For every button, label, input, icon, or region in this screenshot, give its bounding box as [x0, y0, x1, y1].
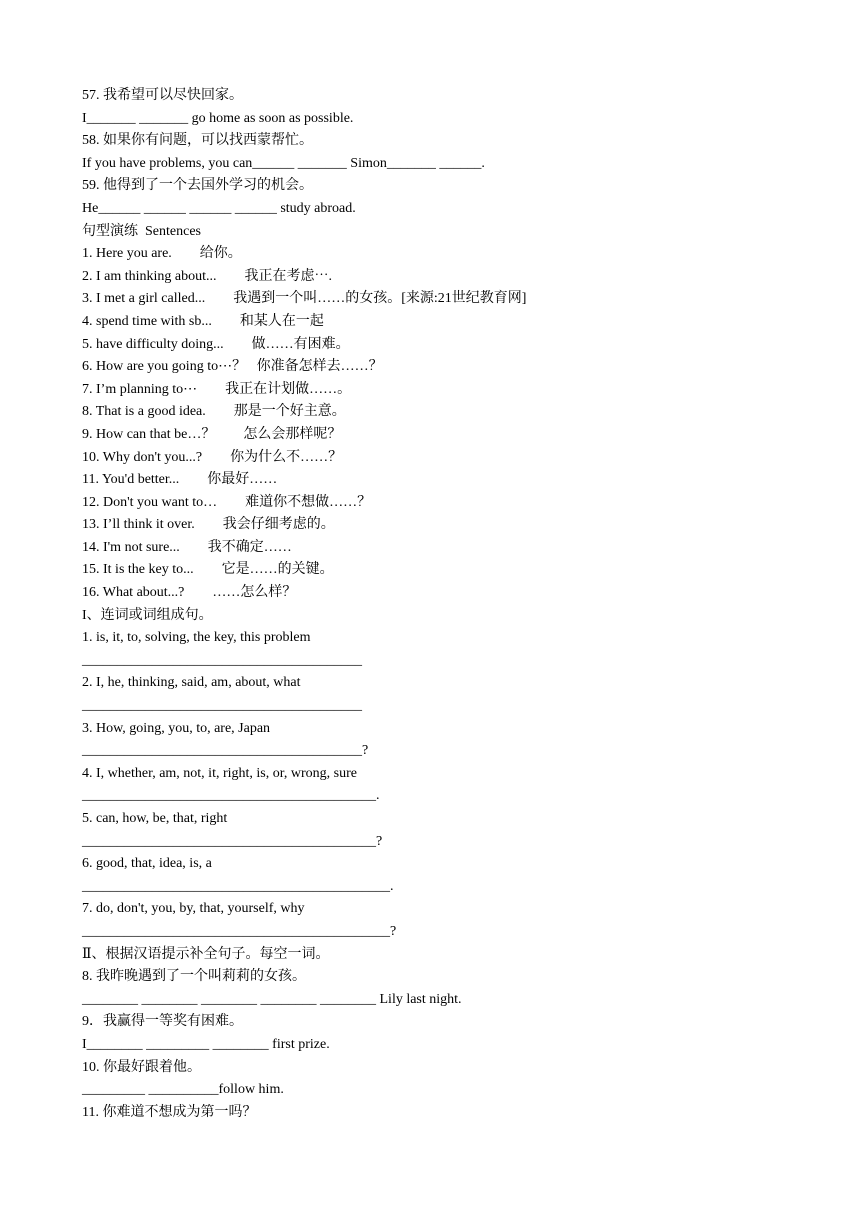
- completion-9-answer-line: I________ _________ ________ first prize.: [82, 1036, 330, 1052]
- exercise-58-prompt: 58. 如果你有问题，可以找西蒙帮忙。: [82, 133, 313, 149]
- scramble-3-answer-line: ________________________________________?: [82, 743, 369, 759]
- sentence-pattern-9: 9. How can that be…？ 怎么会那样呢？: [82, 426, 342, 442]
- scramble-6-words: 6. good, that, idea, is, a: [82, 856, 212, 872]
- scramble-6-answer-line: ____________________________________________.: [82, 878, 394, 894]
- sentence-pattern-12: 12. Don't you want to… 难道你不想做……？: [82, 494, 372, 510]
- completion-9-prompt: 9．我赢得一等奖有困难。: [82, 1014, 243, 1030]
- scramble-2-answer-line: ________________________________________: [82, 698, 362, 714]
- sentence-pattern-15: 15. It is the key to... 它是……的关键。: [82, 562, 334, 578]
- sentence-pattern-14: 14. I'm not sure... 我不确定……: [82, 539, 292, 555]
- sentence-pattern-3: 3. I met a girl called... 我遇到一个叫……的女孩。[来源:21世纪教育网]: [82, 291, 527, 307]
- exercise-59-prompt: 59. 他得到了一个去国外学习的机会。: [82, 178, 313, 194]
- scramble-3-words: 3. How, going, you, to, are, Japan: [82, 720, 271, 736]
- scramble-5-words: 5. can, how, be, that, right: [82, 811, 228, 826]
- exercise-59-answer-line: He______ ______ ______ ______ study abroad.: [82, 200, 356, 216]
- scramble-7-answer-line: ____________________________________________?: [82, 923, 397, 939]
- completion-10-prompt: 10. 你最好跟着他。: [82, 1059, 201, 1075]
- sentence-pattern-1: 1. Here you are. 给你。: [82, 246, 242, 262]
- sentence-pattern-5: 5. have difficulty doing... 做……有困难。: [82, 336, 350, 352]
- scramble-4-words: 4. I, whether, am, not, it, right, is, or, wrong, sure: [82, 765, 357, 781]
- scramble-1-words: 1. is, it, to, solving, the key, this problem: [82, 630, 311, 646]
- completion-10-answer-line: _________ __________follow him.: [82, 1082, 284, 1098]
- sentence-pattern-16: 16. What about...? ……怎么样？: [82, 585, 297, 601]
- section-heading-part-2: Ⅱ、根据汉语提示补全句子。每空一词。: [82, 946, 330, 962]
- exercise-57-answer-line: I_______ _______ go home as soon as possible.: [82, 110, 354, 126]
- completion-11-prompt: 11. 你难道不想成为第一吗？: [82, 1104, 257, 1120]
- sentence-pattern-13: 13. I’ll think it over. 我会仔细考虑的。: [82, 517, 335, 533]
- scramble-2-words: 2. I, he, thinking, said, am, about, what: [82, 675, 301, 691]
- sentence-pattern-4: 4. spend time with sb... 和某人在一起: [82, 313, 324, 329]
- worksheet-page: [82, 85, 802, 1124]
- sentence-pattern-10: 10. Why don't you...? 你为什么不……？: [82, 449, 343, 465]
- completion-8-prompt: 8. 我昨晚遇到了一个叫莉莉的女孩。: [82, 969, 306, 985]
- sentence-pattern-8: 8. That is a good idea. 那是一个好主意。: [82, 404, 346, 420]
- sentence-pattern-2: 2. I am thinking about... 我正在考虑⋯.: [82, 268, 333, 284]
- completion-8-answer-line: ________ ________ ________ ________ ________ Lily last night.: [82, 991, 462, 1007]
- scramble-4-answer-line: __________________________________________.: [82, 788, 380, 804]
- sentence-pattern-11: 11. You'd better... 你最好……: [82, 472, 278, 488]
- exercise-57-prompt: 57. 我希望可以尽快回家。: [82, 88, 243, 103]
- section-heading-part-1: I、连词或词组成句。: [82, 607, 213, 623]
- scramble-1-answer-line: ________________________________________: [82, 652, 362, 668]
- sentence-pattern-6: 6. How are you going to⋯？ 你准备怎样去……？: [82, 359, 383, 375]
- exercise-58-answer-line: If you have problems, you can______ _______ Simon_______ ______.: [82, 155, 485, 171]
- section-heading-sentences: 句型演练 Sentences: [82, 223, 201, 239]
- scramble-7-words: 7. do, don't, you, by, that, yourself, why: [82, 901, 305, 917]
- scramble-5-answer-line: __________________________________________?: [82, 833, 383, 849]
- sentence-pattern-7: 7. I’m planning to⋯ 我正在计划做……。: [82, 381, 352, 397]
